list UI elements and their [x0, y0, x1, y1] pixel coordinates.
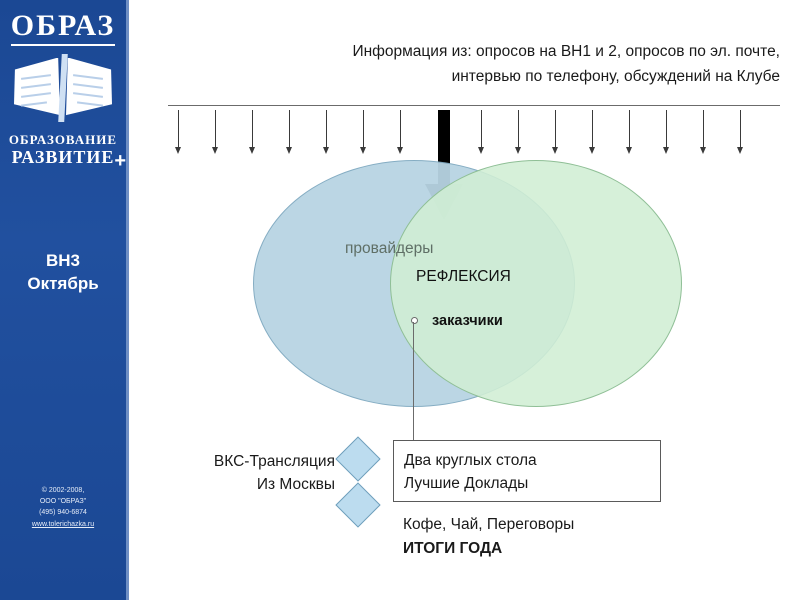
arrow-down-icon	[481, 110, 482, 148]
round-tables-box	[393, 440, 661, 502]
arrow-down-icon	[326, 110, 327, 148]
footer-company: ООО "ОБРАЗ"	[39, 498, 87, 506]
arrow-down-icon	[400, 110, 401, 148]
header-divider	[168, 105, 780, 106]
arrow-down-icon	[252, 110, 253, 148]
sidebar	[0, 0, 140, 600]
arrow-down-icon	[178, 110, 179, 148]
customers-label: заказчики	[432, 313, 503, 329]
logo-subtitle-education: ОБРАЗОВАНИЕ	[8, 131, 118, 147]
closing-note-line-2: ИТОГИ ГОДА	[403, 540, 503, 558]
reflection-label: РЕФЛЕКСИЯ	[416, 268, 511, 285]
box-line-2: Лучшие Доклады	[404, 475, 529, 493]
arrow-down-icon	[740, 110, 741, 148]
arrow-down-icon	[703, 110, 704, 148]
book-text-lines	[11, 52, 115, 126]
sidebar-footer	[0, 485, 126, 530]
footer-phone: (495) 940-6874	[39, 509, 87, 517]
box-line-1: Два круглых стола	[404, 452, 537, 469]
arrow-down-icon	[215, 110, 216, 148]
footer-url[interactable]: www.tolerichazka.ru	[31, 520, 95, 528]
arrow-down-icon	[666, 110, 667, 148]
logo	[0, 10, 126, 166]
sidebar-divider	[126, 0, 129, 600]
diamond-marker-icon	[335, 482, 380, 527]
header-line-1: Информация из: опросов на ВН1 и 2, опросов по эл. почте,	[352, 43, 780, 60]
sidebar-title-line2: Октябрь	[27, 273, 99, 293]
arrow-down-icon	[592, 110, 593, 148]
arrow-down-icon	[363, 110, 364, 148]
logo-plus-icon: +	[114, 150, 126, 172]
logo-wordmark: ОБРАЗ	[10, 9, 116, 42]
sidebar-title	[0, 250, 126, 296]
footer-copyright: © 2002-2008,	[41, 487, 85, 494]
logo-subtitle-development: РАЗВИТИЕ	[11, 146, 115, 167]
open-book-icon	[11, 52, 115, 126]
slide-header	[168, 40, 780, 90]
connector-vertical-line	[413, 322, 414, 447]
incoming-arrows-group	[168, 110, 780, 162]
arrow-down-icon	[289, 110, 290, 148]
arrow-down-icon	[555, 110, 556, 148]
vks-line-2: Из Москвы	[256, 476, 335, 494]
arrow-down-icon	[518, 110, 519, 148]
providers-label: провайдеры	[345, 240, 434, 257]
vks-line-1: ВКС-Трансляция	[213, 453, 335, 470]
diamond-marker-icon	[335, 436, 380, 481]
closing-note-line-1: Кофе, Чай, Переговоры	[403, 516, 575, 533]
closing-notes	[403, 513, 574, 561]
logo-underline	[11, 44, 115, 46]
header-line-2: интервью по телефону, обсуждений на Клубе	[451, 67, 780, 85]
arrow-down-icon	[629, 110, 630, 148]
sidebar-title-line1: ВН3	[45, 251, 80, 270]
vks-broadcast-label	[160, 450, 335, 497]
